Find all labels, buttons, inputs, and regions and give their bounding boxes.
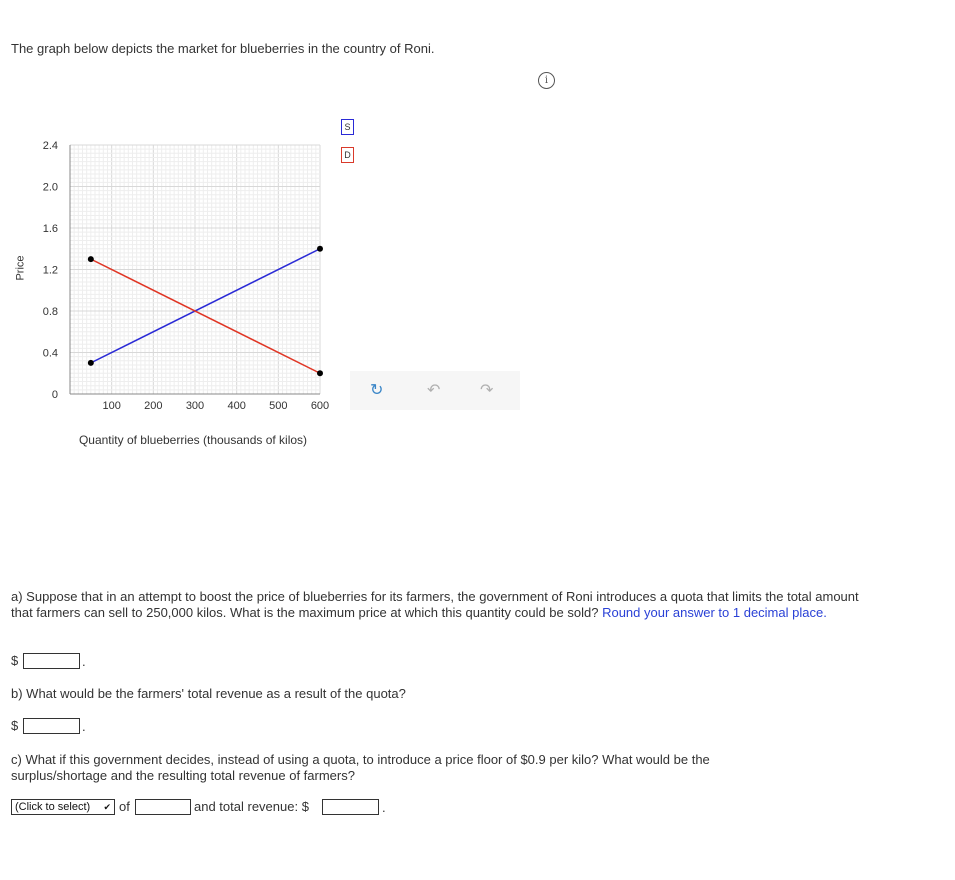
y-tick-label: 2.0 <box>42 181 58 194</box>
y-axis-title: Price <box>14 255 27 281</box>
surplus-shortage-select[interactable] <box>11 799 115 815</box>
currency-b: $ <box>11 718 19 733</box>
x-tick-label: 500 <box>269 400 288 412</box>
y-tick-label: 1.6 <box>42 223 58 235</box>
select-value: (Click to select) <box>15 801 91 813</box>
question-a <box>11 589 871 621</box>
period-b: . <box>82 719 86 734</box>
intro-text: The graph below depicts the market for blueberries in the country of Roni. <box>11 41 435 56</box>
y-tick-label: 0.8 <box>42 306 58 318</box>
y-tick-label: 0.4 <box>42 347 58 360</box>
series-point-s <box>317 246 323 252</box>
x-tick-label: 600 <box>310 400 330 412</box>
answer-a-input[interactable] <box>23 653 80 669</box>
series-line-d <box>91 259 320 373</box>
answer-b-input[interactable] <box>23 718 80 734</box>
x-tick-label: 400 <box>227 400 246 412</box>
series-line-s <box>91 249 320 363</box>
legend-demand[interactable]: D <box>341 147 354 163</box>
revenue-input[interactable] <box>322 799 379 815</box>
chevron-down-icon: ✔ <box>103 802 111 812</box>
redo-icon[interactable]: ↷ <box>480 382 494 399</box>
question-a-text: a) Suppose that in an attempt to boost the price of blueberries for its farmers, the government of Roni introduces a quota that limits the total amount that farmers can sell to 250,000 kilos. What is the maximum price at which this quantity could be sold? <box>11 589 859 620</box>
x-axis-title: Quantity of blueberries (thousands of kilos) <box>78 433 308 447</box>
of-label: of <box>119 799 130 814</box>
x-tick-label: 100 <box>102 400 121 412</box>
series-point-d <box>88 256 94 262</box>
period-c: . <box>382 800 386 815</box>
info-icon[interactable]: i <box>538 72 555 89</box>
series-point-d <box>317 370 323 376</box>
y-tick-label: 0 <box>51 389 58 401</box>
x-tick-label: 300 <box>185 400 205 412</box>
y-tick-label: 2.4 <box>42 140 58 152</box>
y-tick-label: 1.2 <box>42 264 58 277</box>
legend-supply[interactable]: S <box>341 119 354 135</box>
round-hint: Round your answer to 1 decimal place. <box>602 605 827 620</box>
question-b-text: b) What would be the farmers' total revenue as a result of the quota? <box>11 686 406 701</box>
revenue-label: and total revenue: $ <box>194 799 309 814</box>
x-tick-label: 200 <box>144 400 163 412</box>
question-c-text: c) What if this government decides, instead of using a quota, to introduce a price floor of $0.9 per kilo? What would be the surplus/shortage and the resulting total revenue of farmers? <box>11 752 710 783</box>
series-point-s <box>88 360 94 366</box>
quantity-input[interactable] <box>135 799 191 815</box>
period-a: . <box>82 654 86 669</box>
reset-icon[interactable]: ↻ <box>370 382 384 399</box>
currency-a: $ <box>11 653 19 668</box>
graph-toolbar <box>350 371 520 410</box>
undo-icon[interactable]: ↶ <box>427 382 441 399</box>
